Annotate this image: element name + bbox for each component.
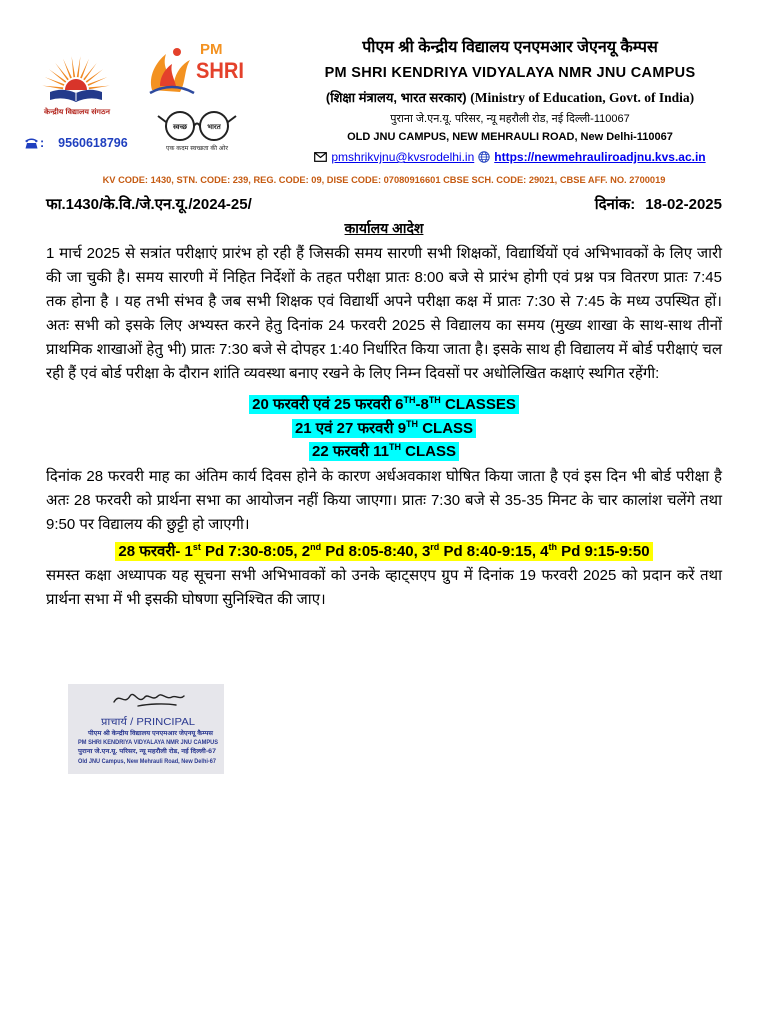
- phone-number[interactable]: 9560618796: [58, 136, 128, 150]
- reference-number: फा.1430/के.वि./जे.एन.यू./2024-25/: [46, 196, 252, 213]
- ordinal-superscript: nd: [310, 541, 322, 552]
- contact-line: [276, 147, 744, 167]
- order-paragraph-exam-timing: 1 मार्च 2025 से सत्रांत परीक्षाएं प्रारंभ हो रही हैं जिसकी समय सारणी सभी शिक्षकों, विद्यार्थियों एवं अभिभावकों के लिए जारी की जा चुकी है। समय सारणी में निहित निर्देशों के तहत परीक्षा प्रातः 8:00 बजे से प्रारंभ होगी एवं प्रश्न पत्र वितरण प्रातः 7:45 तक होना है । यह तभी संभव है जब सभी शिक्षक एवं विद्यार्थी अपने परीक्षा कक्ष में प्रातः 7:30 से 7:45 के मध्य उपस्थित हों। अतः सभी को इसके लिए अभ्यस्त करने हेतु दिनांक 24 फरवरी 2025 से विद्यालय का समय (मुख्य शाखा के साथ-साथ तीनों प्राथमिक शाखाओं हेतु भी) प्रातः 7:30 बजे से दोपहर 1:40 निर्धारित किया जाता है। इसके साथ ही विद्यालय में बोर्ड परीक्षाएं चल रही हैं एवं बोर्ड परीक्षा के दौरान शांति व्यवस्था बनाए रखने के लिए निम्न दिवसों पर अधोलिखित कक्षाएं स्थगित रहेंगी:: [46, 245, 722, 382]
- phone-separator: :: [40, 136, 45, 150]
- order-title: कार्यालय आदेश: [344, 220, 424, 236]
- website-link[interactable]: https://newmehrauliroadjnu.kvs.ac.in: [494, 150, 706, 164]
- pm-shri-logo-lettering-shri: SHRI: [196, 58, 244, 83]
- text-segment: 22 फरवरी 11: [312, 443, 389, 460]
- swachh-tagline: एक कदम स्वच्छता की ओर: [166, 146, 224, 152]
- period-schedule-highlight: [115, 542, 652, 561]
- order-body: [46, 242, 722, 612]
- suspended-classes-list: [46, 393, 722, 464]
- ministry-hindi: (शिक्षा मंत्रालय, भारत सरकार): [325, 90, 467, 105]
- kvs-logo-lettering: केन्द्रीय विद्यालय संगठन: [44, 109, 103, 116]
- envelope-flap: [315, 153, 327, 158]
- text-segment: CLASS: [400, 443, 456, 460]
- principal-designation: प्राचार्य / PRINCIPAL: [101, 717, 185, 728]
- ordinal-superscript: TH: [406, 418, 419, 429]
- text-segment: 21 एवं 27 फरवरी 9: [294, 419, 407, 437]
- date-label: दिनांक:: [594, 196, 636, 213]
- suspended-classes-highlight: [309, 442, 459, 461]
- school-codes-line: KV CODE: 1430, STN. CODE: 239, REG. CODE: 09, DISE CODE: 07080916601 CBSE SCH. CODE: 29021, CBSE AFF. NO. 2700019: [102, 175, 666, 185]
- text-segment: CLASS: [418, 419, 474, 437]
- order-paragraph-class-teacher-instruction: समस्त कक्षा अध्यापक यह सूचना सभी अभिभावकों को उनके व्हाट्सएप ग्रुप में दिनांक 19 फरवरी 2025 को प्रदान करें तथा प्रार्थना सभा में भी इसकी घोषणा सुनिश्चित की जाए।: [46, 566, 722, 608]
- text-segment: 28 फरवरी- 1: [118, 542, 193, 560]
- swachh-lens-lettering-right: भारत: [207, 124, 221, 131]
- ordinal-superscript: TH: [428, 395, 441, 405]
- globe-icon: [478, 151, 490, 163]
- text-segment: Pd 8:05-8:40, 3: [321, 542, 431, 560]
- phone-contact: [24, 136, 128, 150]
- ordinal-superscript: st: [192, 541, 201, 552]
- swachh-lens-lettering-left: स्वच्छ: [172, 124, 188, 131]
- telephone-icon: [24, 137, 39, 149]
- phone-base: [26, 143, 38, 149]
- email-link[interactable]: pmshrikvjnu@kvsrodelhi.in: [331, 150, 475, 164]
- stamp-line: पीएम श्री केन्द्रीय विद्यालय एनएमआर जेएनयू कैम्पस: [88, 731, 199, 737]
- suspended-classes-highlight: [249, 395, 519, 414]
- pm-shri-flame-logo-icon: [146, 36, 246, 96]
- text-segment: Pd 9:15-9:50: [557, 542, 650, 560]
- reference-line: [46, 193, 722, 215]
- swachh-bharat-spectacles-icon: [156, 108, 238, 154]
- suspended-classes-highlight: [292, 419, 476, 438]
- school-name-hindi: पीएम श्री केन्द्रीय विद्यालय एनएमआर जेएनयू कैम्पस: [362, 39, 658, 56]
- text-segment: Pd 7:30-8:05, 2: [200, 542, 311, 560]
- suspended-classes-line: [46, 417, 722, 441]
- spectacles-bridge: [194, 124, 200, 127]
- ministry-line: [276, 86, 744, 110]
- text-segment: 20 फरवरी एवं 25 फरवरी 6: [252, 396, 404, 413]
- order-paragraph-half-day: दिनांक 28 फरवरी माह का अंतिम कार्य दिवस होने के कारण अर्धअवकाश घोषित किया जाता है एवं इस दिन भी बोर्ड परीक्षा है अतः 28 फरवरी को प्रार्थना सभा का आयोजन नहीं किया जाएगा। प्रातः 7:30 बजे से 35-35 मिनट के चार कालांश चलेंगे तथा 9:50 पर विद्यालय की छुट्टी हो जाएगी।: [46, 467, 722, 533]
- principal-signature-stamp: [68, 684, 224, 774]
- letterhead-text: [276, 36, 744, 167]
- order-date: 18-02-2025: [645, 196, 722, 213]
- school-name-english: PM SHRI KENDRIYA VIDYALAYA NMR JNU CAMPUS: [324, 65, 696, 81]
- period-schedule-line: [46, 540, 722, 563]
- handset: [25, 139, 38, 143]
- suspended-classes-line: [46, 393, 722, 417]
- text-segment: -8: [415, 396, 429, 413]
- stamp-line: पुराना जे.एन.यू. परिसर, न्यू महरौली रोड, नई दिल्ली-67: [78, 749, 196, 755]
- kvs-sunburst-logo-icon: [38, 40, 116, 124]
- sun-disc: [65, 79, 87, 90]
- text-segment: Pd 8:40-9:15, 4: [439, 542, 549, 560]
- address-english: OLD JNU CAMPUS, NEW MEHRAULI ROAD, New Delhi-110067: [347, 131, 673, 143]
- globe-parallels: [479, 154, 489, 159]
- envelope-icon: [314, 152, 327, 162]
- order-title-row: [0, 218, 768, 238]
- text-segment: CLASSES: [440, 396, 516, 413]
- figure-head: [173, 48, 181, 56]
- stamp-line: Old JNU Campus, New Mehrauli Road, New Delhi-67: [78, 759, 217, 765]
- order-date-block: [595, 194, 722, 214]
- pm-shri-logo-lettering-pm: PM: [200, 41, 223, 58]
- ordinal-superscript: th: [548, 541, 558, 552]
- ordinal-superscript: TH: [388, 442, 401, 452]
- suspended-classes-line: [46, 440, 722, 464]
- ordinal-superscript: rd: [430, 541, 440, 552]
- ministry-english: (Ministry of Education, Govt. of India): [470, 90, 695, 105]
- ordinal-superscript: TH: [403, 395, 416, 405]
- stamp-line: PM SHRI KENDRIYA VIDYALAYA NMR JNU CAMPUS: [78, 740, 218, 746]
- address-hindi: पुराना जे.एन.यू. परिसर, न्यू महरौली रोड, नई दिल्ली-110067: [390, 113, 630, 125]
